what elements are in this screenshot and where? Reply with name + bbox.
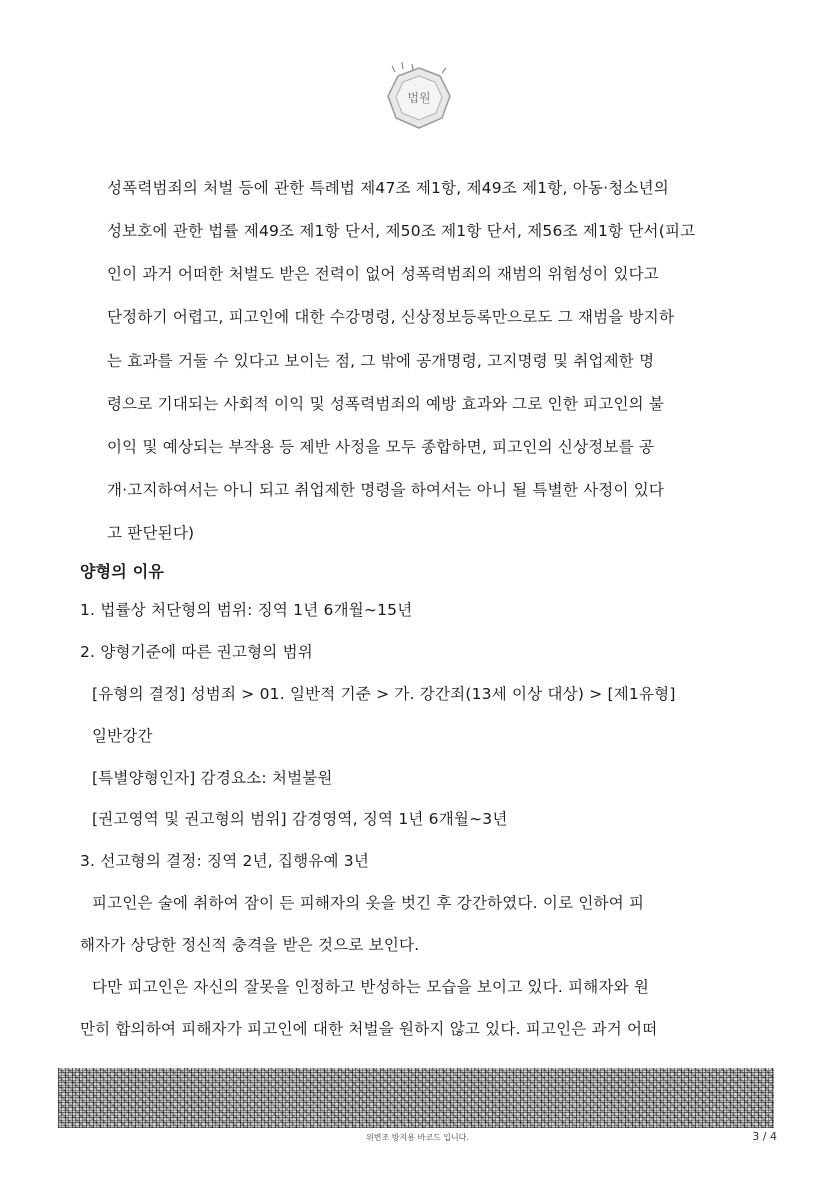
paragraph-line: 는 효과를 거둘 수 있다고 보이는 점, 그 밖에 공개명령, 고지명령 및 취업제한 명 — [107, 352, 655, 370]
list-item: [특별양형인자] 감경요소: 처벌불원 — [92, 769, 333, 787]
list-item: 1. 법률상 처단형의 범위: 징역 1년 6개월∼15년 — [80, 601, 413, 619]
list-item: [권고영역 및 권고형의 범위] 감경영역, 징역 1년 6개월∼3년 — [92, 810, 508, 828]
reasoning-line: 해자가 상당한 정신적 충격을 받은 것으로 보인다. — [80, 936, 420, 954]
list-item: 2. 양형기준에 따른 권고형의 범위 — [80, 643, 313, 661]
barcode-note: 위변조 방지용 바코드 입니다. — [366, 1133, 469, 1142]
list-item: [유형의 결정] 성범죄 > 01. 일반적 기준 > 가. 강간죄(13세 이상 대상) > [제1유형] — [92, 685, 676, 703]
page-number: 3 / 4 — [752, 1130, 777, 1143]
paragraph-line: 고 판단된다) — [107, 524, 195, 542]
paragraph-line: 성폭력범죄의 처벌 등에 관한 특례법 제47조 제1항, 제49조 제1항, 아동·청소년의 — [107, 179, 669, 197]
reasoning-line: 다만 피고인은 자신의 잘못을 인정하고 반성하는 모습을 보이고 있다. 피해자와 원 — [92, 978, 650, 996]
section-title: 양형의 이유 — [80, 562, 165, 581]
seal-text: 법원 — [407, 91, 431, 105]
paragraph-line: 성보호에 관한 법률 제49조 제1항 단서, 제50조 제1항 단서, 제56조 제1항 단서(피고 — [107, 222, 696, 240]
list-item: 일반강간 — [92, 727, 153, 745]
paragraph-line: 인이 과거 어떠한 처벌도 받은 전력이 없어 성폭력범죄의 재범의 위험성이 있다고 — [107, 265, 659, 283]
paragraph-line: 이익 및 예상되는 부작용 등 제반 사정을 모두 종합하면, 피고인의 신상정보를 공 — [107, 438, 655, 456]
paragraph-line: 령으로 기대되는 사회적 이익 및 성폭력범죄의 예방 효과와 그로 인한 피고인의 불 — [107, 395, 665, 413]
paragraph-line: 개·고지하여서는 아니 되고 취업제한 명령을 하여서는 아니 될 특별한 사정이 있다 — [107, 481, 665, 499]
anti-forgery-barcode — [58, 1068, 774, 1128]
reasoning-line: 만히 합의하여 피해자가 피고인에 대한 처벌을 원하지 않고 있다. 피고인은 과거 어떠 — [80, 1020, 658, 1038]
paragraph-line: 단정하기 어렵고, 피고인에 대한 수강명령, 신상정보등록만으로도 그 재범을 방지하 — [107, 308, 675, 326]
court-seal-icon — [382, 62, 456, 134]
reasoning-line: 피고인은 술에 취하여 잠이 든 피해자의 옷을 벗긴 후 강간하였다. 이로 인하여 피 — [92, 894, 645, 912]
list-item: 3. 선고형의 결정: 징역 2년, 집행유예 3년 — [80, 852, 370, 870]
